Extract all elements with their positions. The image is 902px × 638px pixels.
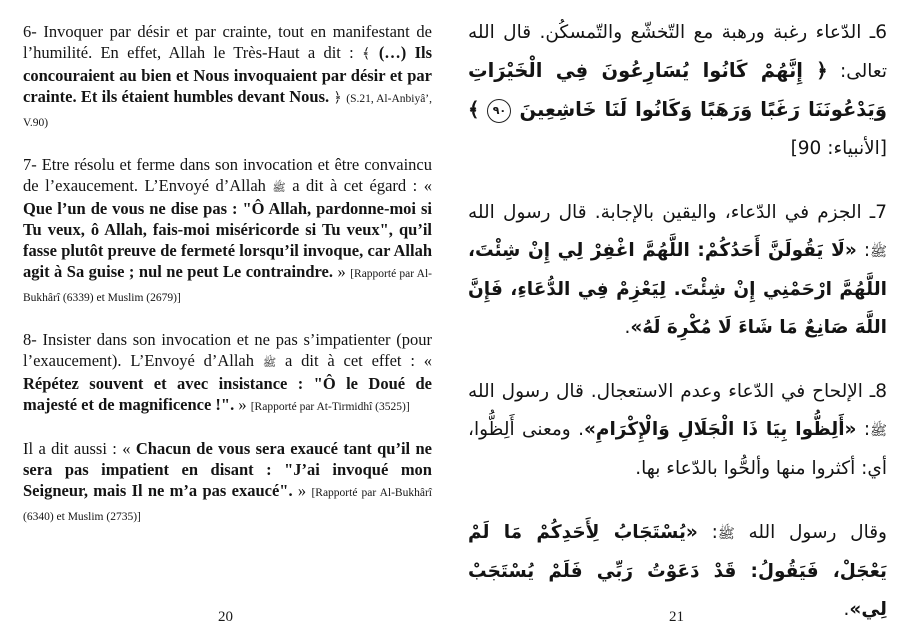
paragraph	[23, 154, 432, 309]
text-run: :	[856, 240, 871, 261]
text-run: 8ـ الإلحاح في الدّعاء وعدم الاستعجال. قال رسول الله	[468, 381, 887, 402]
quran-quote-run: ﴿ إِنَّهُمْ كَانُوا يُسَارِعُونَ فِي الْخَيْرَاتِ وَيَدْعُونَنَا رَغَبًا وَرَهَبًا وَكَانُوا لَنَا خَاشِعِينَ	[468, 59, 887, 121]
paragraph	[468, 14, 887, 168]
text-run: 7- Etre résolu et ferme dans son invocation et être convaincu de l’exaucement. L’Envoyé d’Allah	[23, 155, 432, 195]
text-run: [Rapporté par Al-Bukhârî (6339) et Muslim (2679)]	[23, 268, 433, 304]
paragraph	[23, 438, 432, 528]
text-run: (…) Ils concouraient au bien et Nous invoquaient par désir et par crainte. Et ils étaient humbles devant Nous.	[23, 43, 432, 106]
page-number: 21	[669, 609, 684, 625]
text-run: 6ـ الدّعاء رغبة ورهبة مع التّخشّع والتّمسكُن. قال الله تعالى:	[468, 22, 887, 82]
text-run: Chacun de vous sera exaucé tant qu’il ne sera pas impatient en disant : "J’ai invoqué mon Seigneur, mais Il ne m’a pas exaucé".	[23, 439, 433, 500]
left-page-text-block	[23, 21, 432, 528]
text-run: . ومعنى أَلِظُّوا، أي: أكثروا منها وألحُّوا بالدّعاء بها.	[468, 419, 887, 479]
text-run: .	[624, 317, 631, 338]
text-run: a dit à cet égard : «	[285, 176, 432, 195]
text-run: 6- Invoquer par désir et par crainte, tout en manifestant de l’humilité. En effet, Allah le Très-Haut a dit :	[23, 22, 432, 62]
prophet-salutation-glyph: ﷺ	[262, 356, 277, 369]
text-run: وقال رسول الله	[734, 522, 887, 543]
verse-number-medallion: ٩٠	[487, 99, 511, 123]
text-run: Que l’un de vous ne dise pas : "Ô Allah, pardonne-moi si Tu veux, ô Allah, fais-moi miséricorde si Tu veux", qu’il fasse plutôt preuve de fermeté lorsqu’il invoque, car Allah agit à Sa guise ; nul ne peut Le contraindre.	[23, 199, 432, 281]
text-run: [Rapporté par Al-Bukhârî (6340) et Muslim (2735)]	[23, 487, 432, 523]
text-run: [الأنبياء: 90]	[790, 138, 887, 159]
paragraph	[23, 21, 432, 134]
paragraph	[468, 373, 887, 488]
text-run: (S.21, Al-Anbiyâ’, V.90)	[23, 93, 433, 129]
page-number: 20	[218, 609, 233, 625]
right-page-text-block	[468, 14, 887, 629]
quran-quote-run: ﴾	[362, 46, 379, 62]
text-run: [Rapporté par At-Tirmidhî (3525)]	[250, 401, 410, 413]
text-run: »	[297, 481, 312, 500]
text-run: 8- Insister dans son invocation et ne pas s’impatienter (pour l’exaucement). L’Envoyé d’Allah	[23, 330, 432, 370]
text-run: »	[337, 262, 351, 281]
right-page	[451, 0, 902, 638]
text-run: «أَلِظُّوا بِيَا ذَا الْجَلَالِ وَالْإِكْرَامِ»	[583, 419, 857, 440]
prophet-salutation-glyph: ﷺ	[870, 244, 887, 260]
text-run: Répétez souvent et avec insistance : "Ô le Doué de majesté et de magnificence !".	[23, 374, 432, 414]
text-run: .	[843, 599, 850, 620]
text-run: a dit à cet effet : «	[276, 351, 432, 370]
text-run: 7ـ الجزم في الدّعاء، واليقين بالإجابة. قال رسول الله	[468, 202, 887, 223]
paragraph	[468, 194, 887, 347]
text-run: :	[856, 419, 871, 440]
quran-quote-run: ﴿	[333, 90, 347, 106]
text-run: :	[697, 522, 718, 543]
prophet-salutation-glyph: ﷺ	[870, 423, 887, 439]
text-run: «لَا يَقُولَنَّ أَحَدُكُمْ: اللَّهُمَّ اغْفِرْ لِي إِنْ شِئْتَ، اللَّهُمَّ ارْحَمْنِي إِنْ شِئْتَ. لِيَعْزِمْ فِي الدُّعَاءِ، فَإِنَّ اللَّهَ صَانِعٌ مَا شَاءَ لَا مُكْرِهَ لَهُ»	[468, 240, 887, 338]
quran-quote-run: ﴾	[468, 98, 488, 121]
paragraph	[23, 329, 432, 418]
prophet-salutation-glyph: ﷺ	[717, 526, 735, 542]
prophet-salutation-glyph: ﷺ	[272, 181, 286, 194]
text-run: «يُسْتَجَابُ لِأَحَدِكُمْ مَا لَمْ يَعْجَلْ، فَيَقُولُ: قَدْ دَعَوْتُ رَبِّي فَلَمْ يُسْتَجَبْ لِي»	[468, 522, 887, 620]
text-run: Il a dit aussi : «	[23, 439, 136, 458]
text-run: »	[238, 395, 251, 414]
